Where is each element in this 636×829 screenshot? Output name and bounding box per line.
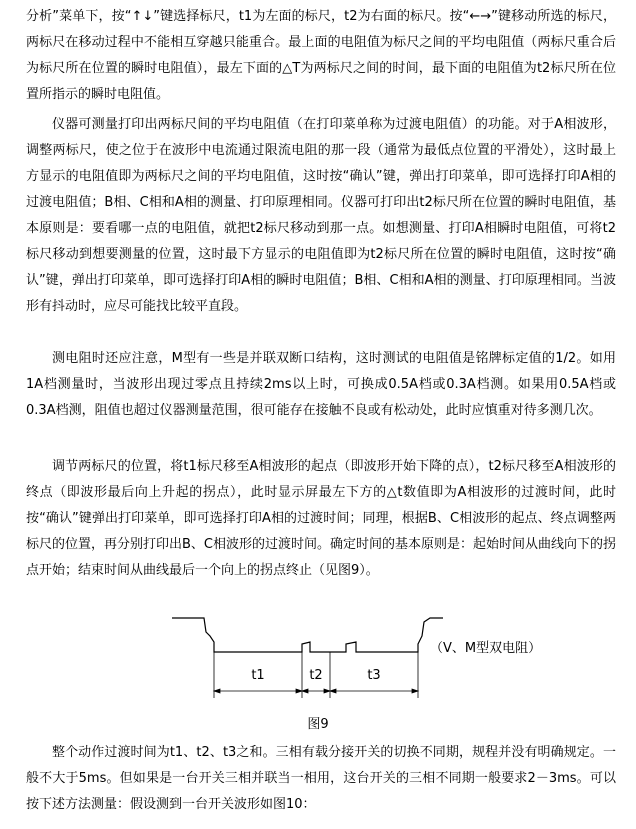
paragraph-2: 仪器可测量打印出两标尺间的平均电阻值（在打印菜单称为过渡电阻值）的功能。对于A相波形，调整两标尺，使之位于在波形中电流通过限流电阻的那一段（通常为最低点位置的平滑处），这时最上方显示的电阻值即为两标尺之间的平均电阻值，这时按“确认”键，弹出打印菜单，即可选择打印A相的过渡电阻值；B相、C相和A相的测量、打印原理相同。仪器可打印出t2标尺所在位置的瞬时电阻值，基本原则是：要看哪一点的电阻值，就把t2标尺移动到那一点。如想测量、打印A相瞬时电阻值，可将t2标尺移动到想要测量的位置，这时最下方显示的电阻值即为t2标尺所在位置的瞬时电阻值，这时按“确认”键，弹出打印菜单，即可选择打印A相的瞬时电阻值；B相、C相和A相的测量、打印原理相同。当波形有抖动时，应尽可能找比较平直段。	[26, 117, 616, 314]
paragraph-4: 调节两标尺的位置，将t1标尺移至A相波形的起点（即波形开始下降的点），t2标尺移至A相波形的终点（即波形最后向上升起的拐点），此时显示屏最左下方的△t数值即为A相波形的过渡时间，此时按“确认”键弹出打印菜单，即可选择打印A相的过渡时间；同理，根据B、C相波形的起点、终点调整两标尺的位置，再分别打印出B、C相波形的过渡时间。确定时间的基本原则是：起始时间从曲线向下的拐点开始；结束时间从曲线最后一个向上的拐点终止（见图9）。	[26, 459, 616, 578]
dimension-arrows	[214, 689, 418, 693]
waveform-line	[172, 618, 443, 652]
paragraph-1: 分析”菜单下，按“↑↓”键选择标尺，t1为左面的标尺，t2为右面的标尺。按“←→”键移动所选的标尺，两标尺在移动过程中不能相互穿越只能重合。最上面的电阻值为标尺之间的平均电阻值（两标尺重合后为标尺所在位置的瞬时电阻值），最左下面的△T为两标尺之间的时间，最下面的电阻值为t2标尺所在位置所指示的瞬时电阻值。	[26, 9, 616, 102]
figure-9-waveform	[168, 608, 588, 703]
label-t1: t1	[251, 668, 265, 683]
paragraph-3: 测电阻时还应注意，M型有一些是并联双断口结构，这时测试的电阻值是铭牌标定值的1/2。如用1A档测量时，当波形出现过零点且持续2ms以上时，可换成0.5A档或0.3A档测。如果用0.5A档或0.3A档测，阻值也超过仪器测量范围，很可能存在接触不良或有松动处，此时应慎重对待多测几次。	[26, 351, 616, 418]
figure-caption: 图9	[307, 717, 329, 732]
figure-annotation: （V、M型双电阻）	[430, 641, 542, 656]
label-t3: t3	[367, 668, 381, 683]
paragraph-5: 整个动作过渡时间为t1、t2、t3之和。三相有载分接开关的切换不同期，规程并没有明确规定。一般不大于5ms。但如果是一台开关三相并联当一相用，这台开关的三相不同期一般要求2－3ms。可以按下述方法测量：假设测到一台开关波形如图10：	[26, 745, 616, 812]
label-t2: t2	[309, 668, 323, 683]
